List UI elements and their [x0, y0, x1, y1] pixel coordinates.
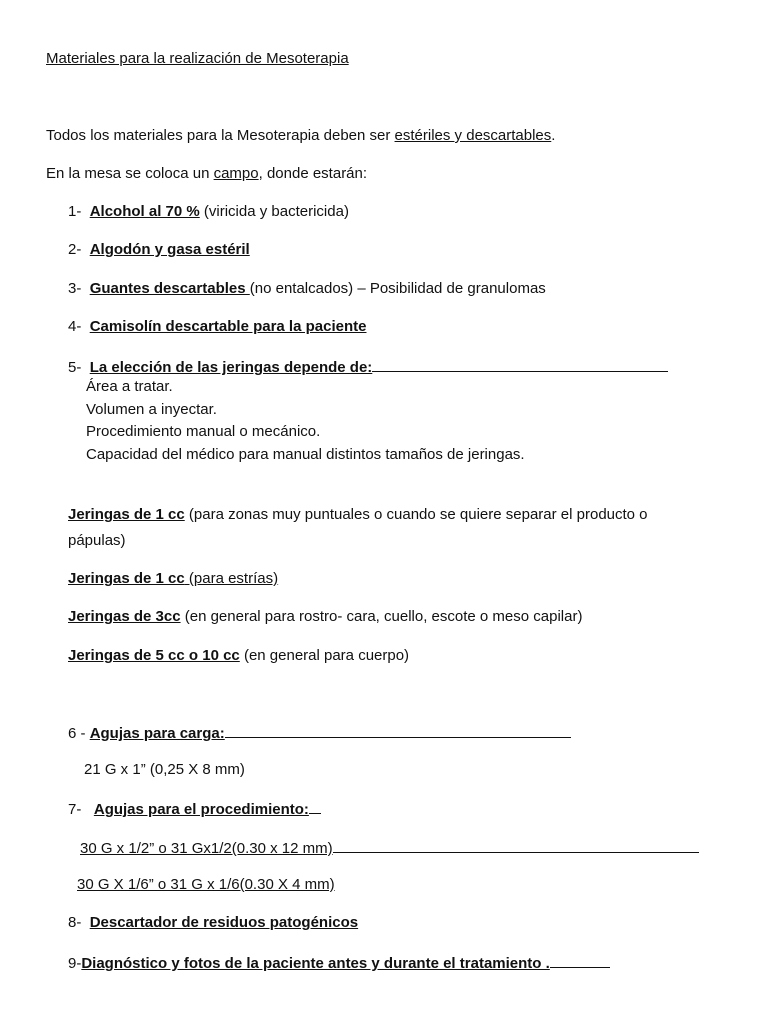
- syringe-detail: (en general para rostro- cara, cuello, escote o meso capilar): [180, 608, 583, 625]
- intro-paragraph-1: [46, 127, 555, 145]
- needles-load: [68, 723, 571, 743]
- item-number: 2-: [68, 241, 82, 258]
- underline-blank: [225, 723, 571, 738]
- syringe-title: Jeringas de 3cc: [68, 608, 181, 625]
- sub-item: Capacidad del médico para manual distintos tamaños de jeringas.: [86, 446, 525, 463]
- syringe-5-10cc: [68, 647, 409, 665]
- item-detail: (viricida y bactericida): [199, 203, 349, 220]
- syringe-1cc-estrias: [68, 570, 278, 588]
- needle-spec: 30 G X 1/6” o 31 G x 1/6(0.30 X 4 mm): [77, 876, 335, 893]
- underline-blank: [333, 838, 699, 853]
- sub-item: Volumen a inyectar.: [86, 401, 217, 418]
- needles-procedure: [68, 799, 321, 819]
- item-number: 6 -: [68, 725, 90, 742]
- intro-punct: .: [551, 127, 556, 144]
- intro-underlined: estériles y descartables: [394, 127, 552, 144]
- syringe-detail: (para zonas muy puntuales o cuando se quiere separar el producto o: [184, 506, 648, 523]
- item-title: La elección de las jeringas depende de:: [89, 359, 373, 376]
- list-item-4: [68, 318, 366, 336]
- item-title: Diagnóstico y fotos de la paciente antes y durante el tratamiento .: [81, 955, 550, 972]
- item-number: 4-: [68, 318, 82, 335]
- intro-underlined: campo: [213, 165, 259, 182]
- syringe-title: Jeringas de 5 cc o 10 cc: [68, 647, 240, 664]
- item-title: Alcohol al 70 %: [89, 203, 200, 220]
- item-detail: (no entalcados) – Posibilidad de granulomas: [249, 280, 546, 297]
- intro-text: En la mesa se coloca un: [46, 165, 214, 182]
- item-number: 8-: [68, 914, 82, 931]
- syringe-title: Jeringas de 1 cc: [68, 570, 185, 587]
- syringe-1cc-zonas: [68, 506, 648, 524]
- item-number: 9-: [68, 955, 82, 972]
- item-number: 7-: [68, 801, 82, 818]
- needle-spec: 30 G x 1/2” o 31 Gx1/2(0.30 x 12 mm): [80, 840, 333, 857]
- list-item-9: [68, 953, 610, 973]
- list-item-5: [68, 357, 668, 377]
- intro-text: Todos los materiales para la Mesoterapia deben ser: [46, 127, 395, 144]
- needles-procedure-spec-1: [80, 838, 699, 858]
- list-item-2: [68, 241, 250, 259]
- needles-procedure-spec-2: [77, 876, 335, 894]
- item-number: 5-: [68, 359, 82, 376]
- syringe-detail: (para estrías): [184, 570, 279, 587]
- list-item-1: [68, 203, 349, 221]
- needles-load-spec: 21 G x 1” (0,25 X 8 mm): [84, 761, 245, 778]
- item-title: Descartador de residuos patogénicos: [89, 914, 359, 931]
- intro-punct: , donde estarán:: [258, 165, 368, 182]
- syringe-3cc: [68, 608, 582, 626]
- sub-item: Área a tratar.: [86, 378, 173, 395]
- item-title: Agujas para carga:: [89, 725, 225, 742]
- item-title: Guantes descartables: [89, 280, 250, 297]
- syringe-title: Jeringas de 1 cc: [68, 506, 185, 523]
- list-item-8: [68, 914, 358, 932]
- item-title: Algodón y gasa estéril: [89, 241, 250, 258]
- underline-blank: [550, 953, 610, 968]
- item-title: Agujas para el procedimiento:: [93, 801, 309, 818]
- item-title: Camisolín descartable para la paciente: [89, 318, 367, 335]
- page-title: Materiales para la realización de Mesoterapia: [46, 50, 349, 67]
- syringe-1cc-zonas-cont: pápulas): [68, 532, 126, 549]
- list-item-3: [68, 280, 546, 298]
- syringe-detail: (en general para cuerpo): [239, 647, 410, 664]
- sub-item: Procedimiento manual o mecánico.: [86, 423, 321, 440]
- underline-blank: [372, 357, 668, 372]
- item-number: 3-: [68, 280, 82, 297]
- item-number: 1-: [68, 203, 82, 220]
- underline-blank: [309, 799, 321, 814]
- intro-paragraph-2: [46, 165, 367, 183]
